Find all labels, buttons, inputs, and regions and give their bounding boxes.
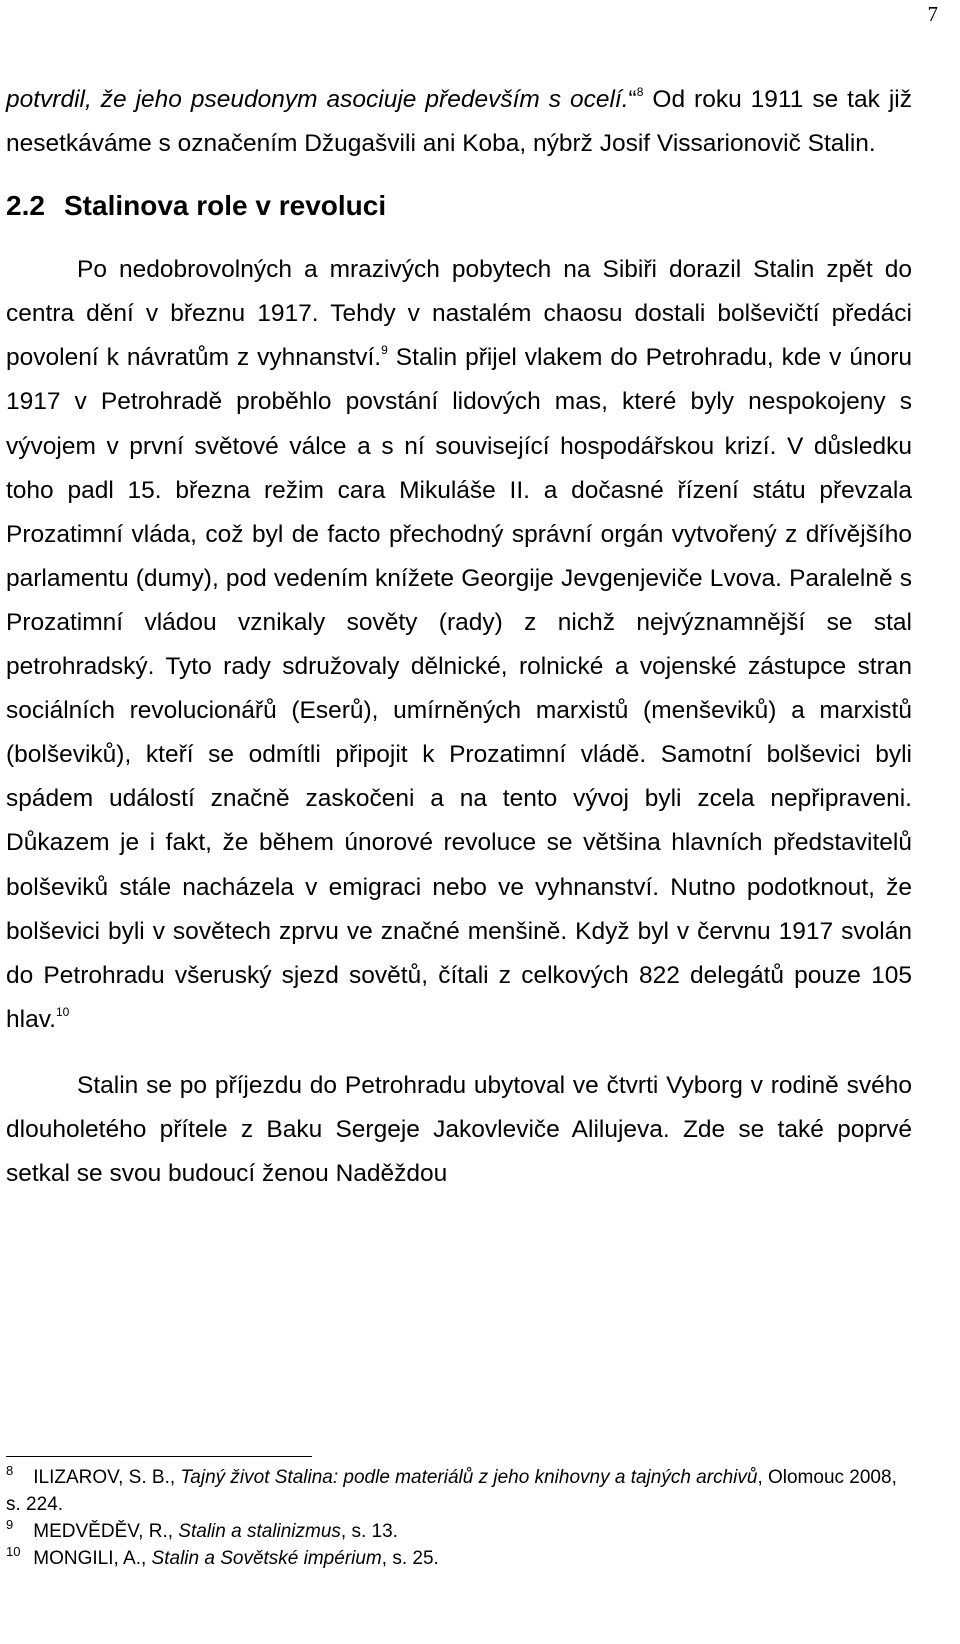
paragraph-continued	[6, 78, 912, 166]
section-heading	[6, 184, 912, 228]
footnote-rest: , s. 13.	[340, 1521, 398, 1542]
footnote-title: Stalin a stalinizmus	[178, 1521, 341, 1542]
section-number: 2.2	[6, 190, 45, 222]
paragraph-text: Stalin se po příjezdu do Petrohradu ubytoval ve čtvrti Vyborg v rodině svého dlouholetého přítele z Baku Sergeje Jakovleviče Alilujeva. Zde se také poprvé setkal se svou budoucí ženou Naděždou	[6, 1071, 912, 1188]
paragraph-main	[6, 248, 912, 1042]
footnote-author: MONGILI, A.,	[33, 1548, 147, 1569]
footnote-rest: , Olomouc 2008, s. 224.	[6, 1467, 897, 1515]
paragraph-text: Od roku 1911 se tak již nesetkáváme s označením Džugašvili ani Koba, nýbrž Josif Vissarionovič Stalin.	[6, 86, 912, 158]
footnote-rest: , s. 25.	[381, 1548, 439, 1569]
document-body	[6, 78, 912, 1196]
italic-quote-text: potvrdil, že jeho pseudonym asociuje především s ocelí.	[6, 86, 629, 113]
footnote-ref-9[interactable]: 9	[381, 343, 388, 358]
footnote-title: Tajný život Stalina: podle materiálů z jeho knihovny a tajných archivů	[180, 1467, 758, 1488]
footnotes	[6, 1464, 916, 1572]
paragraph-text-a: Po nedobrovolných a mrazivých pobytech na Sibiři dorazil Stalin zpět do centra dění v březnu 1917. Tehdy v nastalém chaosu dostali bolševičtí předáci povolení k návratům z vyhnanství.	[6, 256, 912, 372]
footnote-title: Stalin a Sovětské impérium	[151, 1548, 382, 1569]
footnote-10: $^{10}$ MONGILI, A., Stalin a Sovětské impérium, s. 25.	[6, 1544, 439, 1569]
footnote-9: $^9$ MEDVĚDĚV, R., Stalin a stalinizmus, s. 13.	[6, 1517, 398, 1542]
footnote-author: ILIZAROV, S. B.,	[33, 1467, 176, 1488]
paragraph-text-b: Stalin přijel vlakem do Petrohradu, kde v únoru 1917 v Petrohradě proběhlo povstání lidových mas, které byly nespokojeny s vývojem v první světové válce a s ní související hospodářskou krizí. V důsledku toho padl 15. března režim cara Mikuláše II. a dočasné řízení státu převzala Prozatimní vláda, což byl de facto přechodný správní orgán vytvořený z dřívějšího parlamentu (dumy), pod vedením knížete Georgije Jevgenjeviče Lvova. Paralelně s Prozatimní vládou vznikaly sověty (rady) z nichž nejvýznamnější se stal petrohradský. Tyto rady sdružovaly dělnické, rolnické a vojenské zástupce stran sociálních revolucionářů (Eserů), umírněných marxistů (menševiků) a marxistů (bolševiků), kteří se odmítli připojit k Prozatimní vládě. Samotní bolševici byli spádem událostí značně zaskočeni a na tento vývoj byli zcela nepřipraveni. Důkazem je i fakt, že během únorové revoluce se většina hlavních představitelů bolševiků stále nacházela v emigraci nebo ve vyhnanství. Nutno podotknout, že bolševici byli v sovětech zprvu ve značné menšině. Když byl v červnu 1917 svolán do Petrohradu všeruský sjezd sovětů, čítali z celkových 822 delegátů pouze 105 hlav.	[6, 344, 912, 1033]
footnote-8: $^8$ ILIZAROV, S. B., Tajný život Stalina: podle materiálů z jeho knihovny a tajných archivů, Olomouc 2008, s. 224.	[6, 1463, 897, 1515]
quote-mark: “	[628, 86, 637, 113]
footnote-ref-10[interactable]: 10	[55, 1004, 70, 1019]
footnote-author: MEDVĚDĚV, R.,	[33, 1521, 174, 1542]
footnote-separator	[6, 1456, 312, 1457]
page-number: 7	[927, 2, 938, 26]
footnote-ref-8[interactable]: 8	[636, 85, 644, 99]
paragraph-next	[6, 1064, 912, 1196]
section-title: Stalinova role v revoluci	[64, 190, 387, 222]
